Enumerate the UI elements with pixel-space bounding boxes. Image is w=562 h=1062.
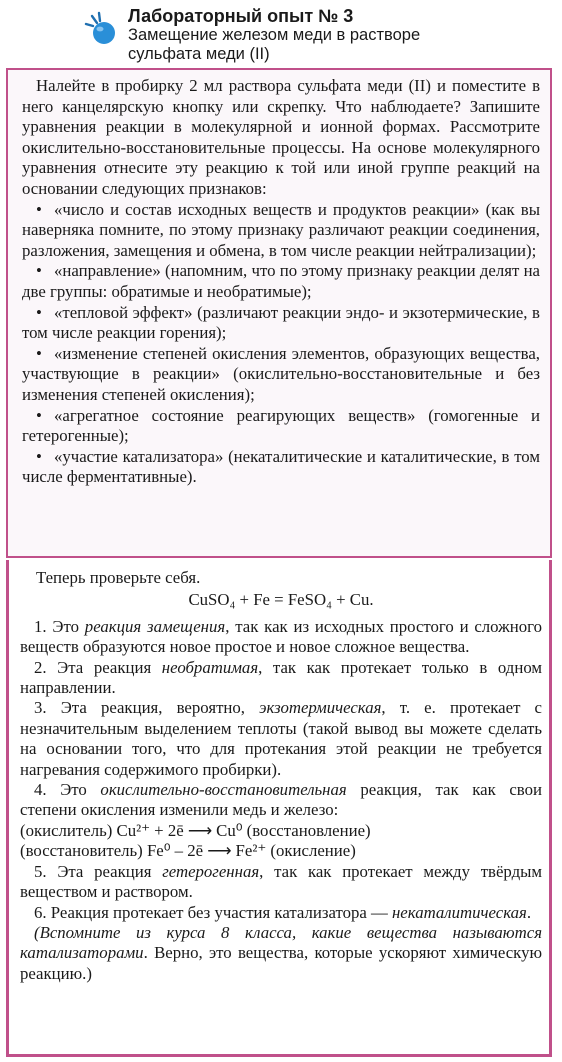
bullet-item: • «тепловой эффект» (различают реакции эндо- и экзотермические, в том числе реакции горения); — [22, 302, 540, 343]
bullet-dot: • — [36, 405, 42, 425]
oxidizer-half-reaction: (окислитель) Cu²⁺ + 2ē ⟶ Cu⁰ (восстановление) — [20, 820, 371, 840]
bullet-dot: • — [36, 199, 42, 219]
subtitle-line1: Замещение железом меди в растворе — [128, 26, 421, 44]
catalyst-note: (Вспомните из курса 8 класса, какие вещества называются катализаторами. Верно, это вещества, которые ускоряют химическую реакцию.) — [20, 922, 542, 983]
answer-3: 3. Эта реакция, вероятно, экзотермическая, т. е. протекает с незначительным выделением теплоты (такой вывод вы можете сделать на основании того, что для протекания этой реакции не требуется нагревания содержимого пробирки). — [20, 698, 542, 779]
answer-4: 4. Это окислительно-восстановительная реакция, так как свои степени окисления изменили медь и железо: — [20, 780, 542, 820]
answer-6: 6. Реакция протекает без участия катализатора — некаталитическая. — [34, 902, 532, 922]
subtitle-line2: сульфата меди (II) — [128, 45, 270, 63]
task-box — [6, 68, 552, 558]
check-section — [6, 560, 552, 1055]
title-block — [128, 6, 554, 64]
bullet-dot: • — [36, 446, 42, 466]
answer-1: 1. Это реакция замещения, так как из исходных простого и сложного веществ образуются новое простое и новое сложное вещества. — [20, 616, 542, 657]
bullet-item: • «направление» (напомним, что по этому признаку реакции делят на две группы: обратимые и необратимые); — [22, 261, 540, 301]
lightbulb-icon — [84, 10, 118, 46]
page-title: Лабораторный опыт № 3 — [128, 6, 354, 26]
reducer-half-reaction: (восстановитель) Fe⁰ – 2ē ⟶ Fe²⁺ (окисление) — [20, 841, 356, 861]
answer-5: 5. Эта реакция гетерогенная, так как протекает между твёрдым веществом и раствором. — [20, 861, 543, 902]
bullet-item: • «участие катализатора» (некаталитические и каталитические, в том числе ферментативные). — [22, 446, 540, 487]
bullet-item: • «изменение степеней окисления элементов, образующих вещества, участвующие в реакции» (окислительно-восстановительные и без изменения степеней окисления); — [22, 343, 540, 404]
bullet-dot: • — [36, 261, 42, 281]
bullet-dot: • — [36, 343, 42, 363]
bullet-item: • «число и состав исходных веществ и продуктов реакции» (как вы наверняка помните, по этому признаку различают реакции соединения, разложения, замещения и обмена, в том числе реакции нейтрализации); — [22, 199, 540, 260]
check-intro: Теперь проверьте себя. — [36, 568, 201, 587]
answer-2: 2. Эта реакция необратимая, так как протекает только в одном направлении. — [20, 657, 543, 698]
bullet-item: • «агрегатное состояние реагирующих веществ» (гомогенные и гетерогенные); — [22, 405, 540, 446]
lab-header — [0, 0, 562, 66]
bullet-dot: • — [36, 302, 42, 322]
reaction-equation: CuSO₄ + Fe = FeSO₄ + Cu. — [188, 590, 374, 610]
task-intro: Налейте в пробирку 2 мл раствора сульфата меди (II) и поместите в него канцелярскую кнопку или скрепку. Что наблюдаете? Запишите уравнения реакции в молекулярной и ионной формах. Рассмотрите окислительно-восстановительные процессы. На основе молекулярного уравнения отнесите эту реакцию к той или иной группе реакций на основании следующих признаков: — [22, 76, 540, 198]
